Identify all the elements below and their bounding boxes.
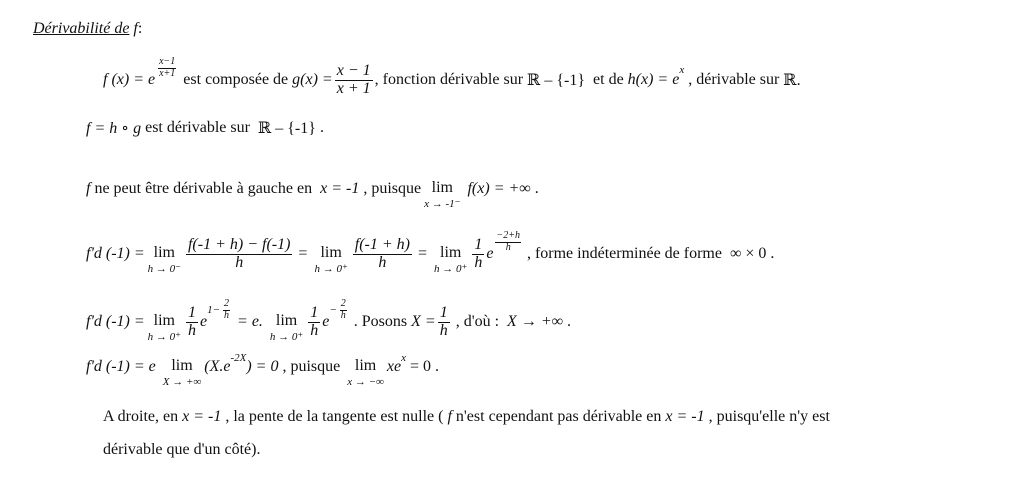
lim-word: lim: [320, 244, 342, 261]
lim-sub: h → 0⁺: [269, 331, 304, 343]
f-var: f: [447, 408, 452, 425]
l2-end: .: [319, 119, 324, 136]
text-forme: , forme indéterminée de forme: [526, 245, 722, 262]
lim-h-0-plus: [314, 245, 347, 275]
lim-sub: x → -1⁻: [424, 198, 461, 210]
hx-exp: x: [679, 64, 685, 76]
den: h: [235, 253, 244, 271]
num: f(-1 + h) − f(-1): [187, 235, 291, 253]
domain-2: ℝ.: [783, 72, 801, 89]
den: h: [505, 241, 511, 253]
lim-sub: h → 0⁻: [147, 263, 181, 275]
text-a-droite: A droite, en: [103, 408, 179, 425]
f-hog: f = h ∘ g: [86, 120, 142, 137]
line-right-slope: [103, 408, 830, 426]
gx-label: g(x) =: [292, 71, 333, 88]
lim-word: lim: [153, 244, 175, 261]
g-num: x − 1: [336, 61, 371, 79]
line-fd-2: [86, 300, 571, 344]
text-est-derivable: est dérivable sur: [145, 119, 250, 136]
num: 1: [310, 303, 319, 321]
text-et-de: et de: [593, 71, 624, 88]
lim-word: lim: [431, 179, 453, 196]
text-pente: , la pente de la tangente est nulle (: [225, 408, 444, 425]
den: h: [378, 253, 387, 271]
x-value: x = -1: [320, 180, 360, 197]
heading-var: f: [133, 20, 138, 37]
x-value-1: x = -1: [182, 408, 222, 425]
fraction-1-over-h: [472, 237, 484, 272]
lim-X-to-inf: [163, 358, 201, 388]
lim-sub: X → +∞: [162, 376, 202, 388]
l5-end: .: [567, 313, 572, 330]
xe: xe: [386, 358, 402, 375]
lim-word: lim: [171, 357, 193, 374]
den: h: [340, 309, 346, 321]
hx-label: h(x) = e: [627, 71, 680, 88]
lim-word: lim: [275, 312, 298, 329]
line-composition: [103, 56, 801, 100]
fx-label: f (x) = e: [103, 71, 156, 88]
eq-sign: =: [418, 245, 428, 262]
lim-h-0-plus-2: [434, 245, 467, 275]
exp-fraction: [222, 299, 231, 321]
text-ne-peut: ne peut être dérivable à gauche en: [94, 180, 313, 197]
lim-x-to-minus-inf: [347, 358, 384, 388]
text-puisque: , puisque: [282, 358, 341, 375]
l4-end: .: [770, 245, 775, 262]
lim-h-0-plus-2: [270, 313, 303, 343]
rhs-end: = 0 .: [410, 358, 440, 375]
e-base: e: [199, 313, 208, 330]
text-derivable-sur: , dérivable sur: [688, 71, 780, 88]
lim-word: lim: [440, 244, 462, 261]
text-posons: . Posons: [353, 313, 408, 330]
text-derivable-un-cote: dérivable que d'un côté).: [103, 441, 261, 458]
text-dou: , d'où :: [455, 313, 500, 330]
num: −2+h: [496, 230, 520, 241]
section-heading: [33, 20, 142, 38]
lim-word: lim: [153, 312, 175, 329]
lim-h-0-plus: [148, 313, 181, 343]
fd-lhs: f'd (-1) =: [86, 358, 145, 375]
e-factor: e: [148, 358, 156, 375]
fraction-X: [438, 305, 450, 340]
lim-sub: h → 0⁺: [434, 263, 468, 275]
text-fonction-derivable: , fonction dérivable sur: [374, 71, 524, 88]
text-puisquelle: , puisqu'elle n'y est: [708, 408, 830, 425]
e-exponent: [495, 231, 521, 253]
expr-X-e: (X.e: [204, 358, 231, 375]
exp-fraction: [157, 57, 177, 79]
den: h: [310, 321, 319, 339]
line-f-equals-hog: [86, 118, 324, 138]
text-puisque: , puisque: [363, 180, 422, 197]
den: h: [187, 321, 196, 339]
exp-pre: 1−: [207, 304, 221, 316]
fx-plus-inf: f(x) = +∞: [467, 180, 531, 197]
num: 2: [224, 298, 230, 309]
expr-exp: -2X: [230, 352, 247, 364]
num: 2: [340, 298, 346, 309]
e-exponent-1: [207, 299, 233, 321]
fd-lhs: f'd (-1) =: [86, 313, 145, 330]
den: h: [224, 309, 230, 321]
den: h: [474, 253, 483, 271]
domain-1: ℝ – {-1}: [527, 72, 586, 89]
exp-den: x+1: [159, 67, 176, 79]
lim-sub: x → −∞: [347, 376, 384, 388]
heading-colon: :: [137, 20, 143, 37]
eq-e-dot: = e.: [237, 313, 263, 330]
lim-h-0-minus: [148, 245, 181, 275]
den: h: [439, 321, 448, 339]
fraction-f-over-h: [353, 237, 412, 272]
x-value-2: x = -1: [665, 408, 705, 425]
expr-end: ) = 0: [246, 358, 279, 375]
exp-pre: −: [329, 304, 337, 316]
lim-sub: h → 0⁺: [314, 263, 348, 275]
fraction-1-over-h: [186, 305, 198, 340]
fraction-diff-quotient: [186, 237, 292, 272]
lim-word: lim: [354, 357, 377, 374]
heading-title: Dérivabilité de: [33, 20, 130, 37]
g-den: x + 1: [336, 79, 371, 97]
xe-exp: x: [401, 352, 406, 364]
fraction-1-over-h-2: [308, 305, 320, 340]
line-fd-1: [86, 232, 774, 276]
text-nest-pas: n'est cependant pas dérivable en: [455, 408, 662, 425]
line-one-side: [103, 441, 260, 459]
num: 1: [474, 235, 483, 253]
text-composee: est composée de: [183, 71, 289, 88]
num: 1: [187, 303, 196, 321]
line-fd-3: [86, 352, 443, 394]
f-var: f: [86, 180, 91, 197]
form-inf-times-0: ∞ × 0: [729, 245, 767, 262]
limit-x-to-minus1: [424, 180, 460, 210]
num: 1: [439, 303, 448, 321]
line-left-derivability: [86, 180, 539, 212]
exp-fraction: [339, 299, 348, 321]
g-fraction: [335, 63, 373, 98]
X-eq: X =: [411, 313, 436, 330]
fd-lhs: f'd (-1) =: [86, 245, 145, 262]
e-exponent-2: [329, 299, 349, 321]
l3-end: .: [534, 180, 539, 197]
lim-sub: h → 0⁺: [147, 331, 181, 343]
exp-num: x−1: [159, 56, 176, 67]
e-base: e: [486, 245, 494, 262]
eq-sign: =: [298, 245, 308, 262]
num: f(-1 + h): [354, 235, 410, 253]
e-base-2: e: [322, 313, 330, 330]
X-to-inf: X → +∞: [507, 313, 564, 330]
domain-3: ℝ – {-1}: [257, 120, 316, 137]
